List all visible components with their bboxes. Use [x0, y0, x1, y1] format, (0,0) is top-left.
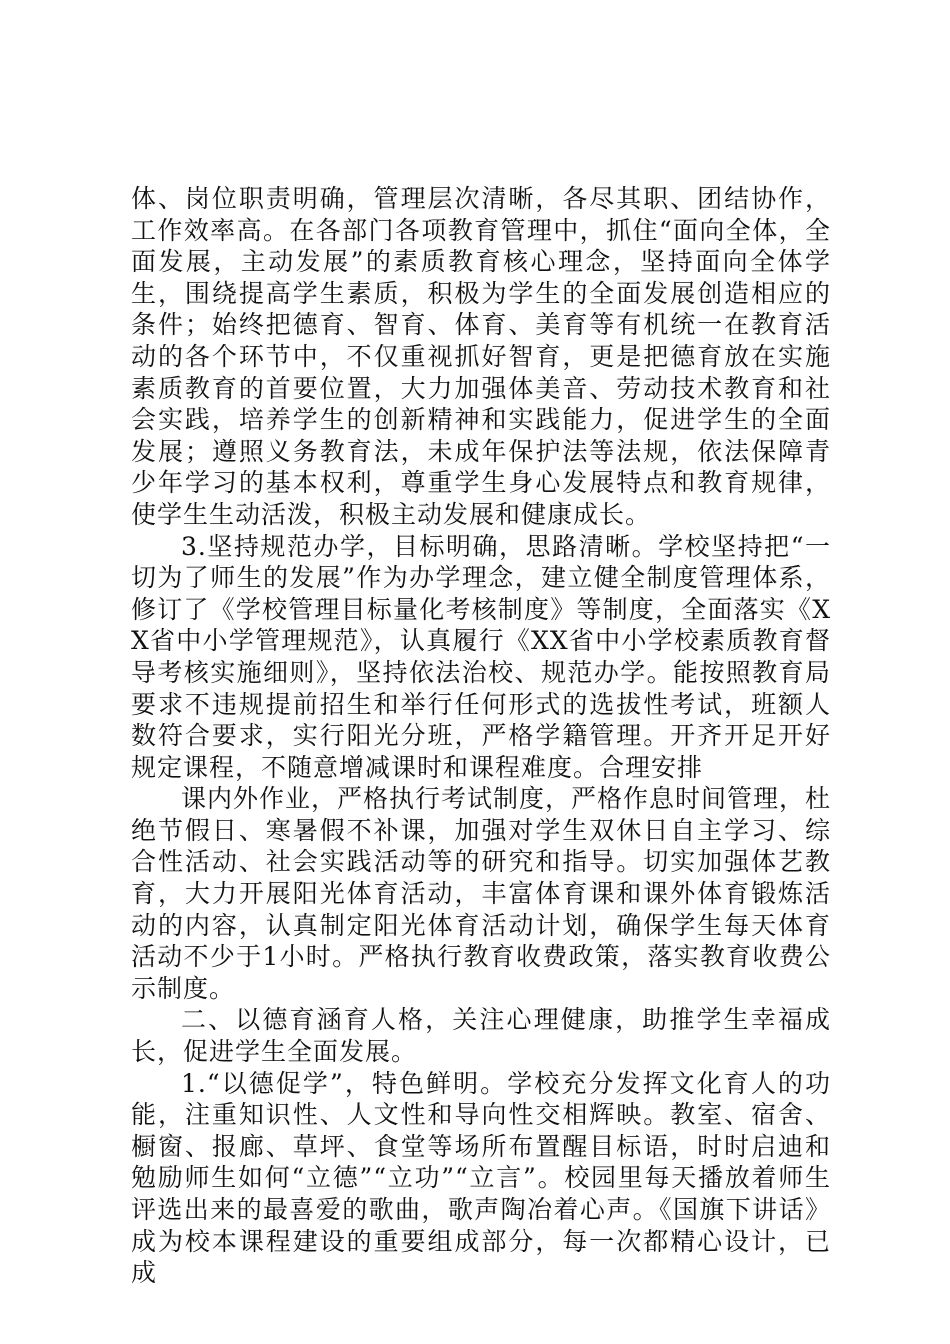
paragraph-5: 1.“以德促学”，特色鲜明。学校充分发挥文化育人的功能，注重知识性、人文性和导向性交相辉映。教室、宿舍、橱窗、报廊、草坪、食堂等场所布置醒目标语，时时启迪和勉励师生如何“立德”“立功”“立言”。校园里每天播放着师生评选出来的最喜爱的歌曲，歌声陶冶着心声。《国旗下讲话》成为校本课程建设的重要组成部分，每一次都精心设计，已成	[131, 1068, 831, 1288]
document-body	[131, 183, 831, 1289]
paragraph-2: 3.坚持规范办学，目标明确，思路清晰。学校坚持把“一切为了师生的发展”作为办学理念，建立健全制度管理体系，修订了《学校管理目标量化考核制度》等制度，全面落实《XX省中小学管理规范》，认真履行《XX省中小学校素质教育督导考核实施细则》，坚持依法治校、规范办学。能按照教育局要求不违规提前招生和举行任何形式的选拔性考试，班额人数符合要求，实行阳光分班，严格学籍管理。开齐开足开好规定课程，不随意增减课时和课程难度。合理安排	[131, 531, 831, 782]
paragraph-3: 课内外作业，严格执行考试制度，严格作息时间管理，杜绝节假日、寒暑假不补课，加强对学生双休日自主学习、综合性活动、社会实践活动等的研究和指导。切实加强体艺教育，大力开展阳光体育活动，丰富体育课和课外体育锻炼活动的内容，认真制定阳光体育活动计划，确保学生每天体育活动不少于1小时。严格执行教育收费政策，落实教育收费公示制度。	[131, 784, 832, 1003]
paragraph-1: 体、岗位职责明确，管理层次清晰，各尽其职、团结协作，工作效率高。在各部门各项教育管理中，抓住“面向全体，全面发展，主动发展”的素质教育核心理念，坚持面向全体学生，围绕提高学生素质，积极为学生的全面发展创造相应的条件；始终把德育、智育、体育、美育等有机统一在教育活动的各个环节中，不仅重视抓好智育，更是把德育放在实施素质教育的首要位置，大力加强体美音、劳动技术教育和社会实践，培养学生的创新精神和实践能力，促进学生的全面发展；遵照义务教育法，未成年保护法等法规，依法保障青少年学习的基本权利，尊重学生身心发展特点和教育规律，使学生生动活泼，积极主动发展和健康成长。	[131, 184, 831, 529]
section-heading-paragraph: 二、以德育涵育人格，关注心理健康，助推学生幸福成长，促进学生全面发展。	[131, 1005, 831, 1067]
